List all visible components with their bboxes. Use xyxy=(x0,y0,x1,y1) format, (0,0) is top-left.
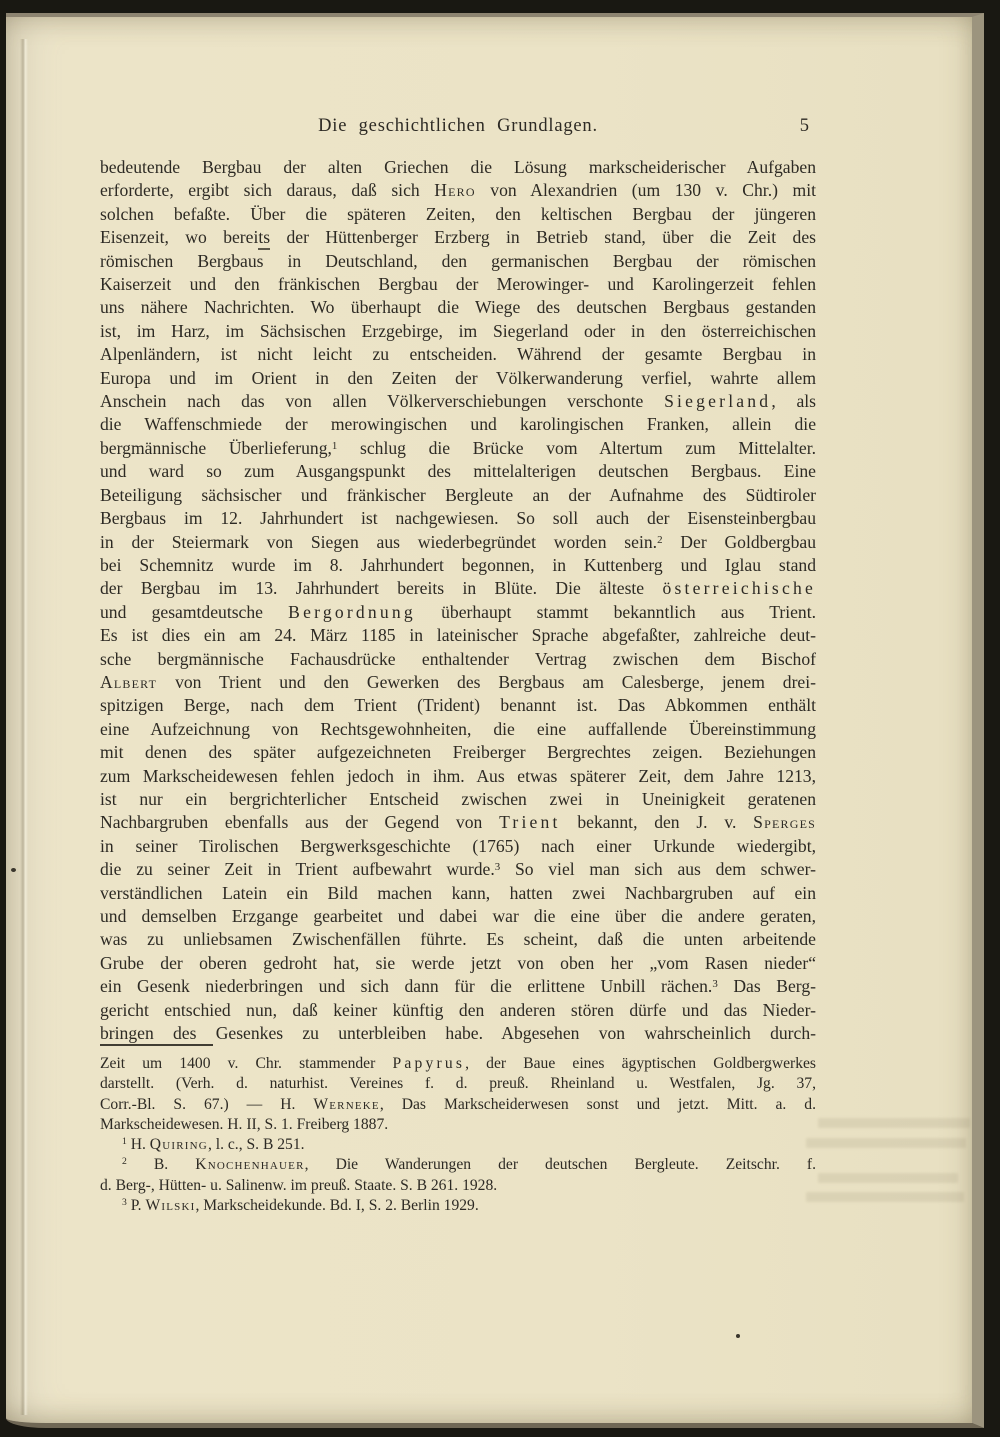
person-name-smallcaps: Sperges xyxy=(753,812,816,833)
text-line: in seiner Tirolischen Bergwerksgeschichte (1765) nach einer Urkunde wiedergibt, xyxy=(100,835,816,856)
person-name-smallcaps: Quiring xyxy=(149,1136,208,1154)
ink-bleedthrough xyxy=(818,1118,970,1128)
text-line: Alpenländern, ist nicht leicht zu entscheiden. Während der gesamte Bergbau in xyxy=(100,344,816,365)
person-name-smallcaps: Albert xyxy=(100,671,158,692)
text-line: bei Schemnitz wurde im 8. Jahrhundert begonnen, in Kuttenberg und Iglau stand xyxy=(100,554,816,575)
scan-speck xyxy=(11,868,16,872)
text-line: die Waffenschmiede der merowingischen und karolingischen Franken, allein die xyxy=(100,414,816,435)
footnote-marker: 3 xyxy=(122,1197,127,1209)
footnote-rule xyxy=(100,1044,213,1046)
text-line: solchen befaßte. Über die späteren Zeiten, den keltischen Bergbau der jüngeren xyxy=(100,203,816,224)
text-line: ein Gesenk niederbringen und sich dann für die erlittene Unbill rächen.$^3$ Das Berg- xyxy=(100,976,816,997)
text-line: ist nur ein bergrichterlicher Entscheid zwischen zwei in Uneinigkeit geratenen xyxy=(100,788,816,809)
text-line: Es ist dies ein am 24. März 1185 in lateinischer Sprache abgefaßter, zahlreiche deut- xyxy=(100,625,816,646)
ink-bleedthrough xyxy=(806,1138,966,1148)
footnote-marker: 3 xyxy=(712,978,718,991)
text-line: bringen des Gesenkes zu unterbleiben habe. Abgesehen von wahrscheinlich durch- xyxy=(100,1023,816,1044)
page-title: Die geschichtlichen Grundlagen. xyxy=(318,116,598,136)
footnote-line: d. Berg-, Hütten- u. Salinenw. im preuß. Staate. S. B 261. 1928. xyxy=(100,1176,498,1194)
footnote-line: Corr.-Bl. S. 67.) — H. Werneke, Das Markscheiderwesen sonst und jetzt. Mitt. a. d. xyxy=(100,1095,816,1113)
text-line: was zu unliebsamen Zwischenfällen führte. Es scheint, daß die unten arbeitende xyxy=(100,929,816,950)
text-line: Eisenzeit, wo bereits der Hüttenberger Erzberg in Betrieb stand, über die Zeit des xyxy=(100,227,816,248)
text-line: gericht entschied nun, daß keiner künftig den anderen stören dürfe und das Nieder- xyxy=(100,999,816,1020)
footnote-marker: 1 xyxy=(331,439,338,452)
text-line: uns nähere Nachrichten. Wo überhaupt die Wiege des deutschen Bergbaus gestanden xyxy=(100,297,816,318)
emphasized-spaced-word: österreichische xyxy=(662,578,816,599)
text-line: Europa und im Orient in den Zeiten der Völkerwanderung verfiel, wahrte allem xyxy=(100,367,816,388)
body-text xyxy=(100,156,816,1045)
footnote-marker: 1 xyxy=(122,1136,127,1148)
footnotes xyxy=(100,1054,816,1216)
text-line: und demselben Erzgange gearbeitet und dabei war die eine über die andere geraten, xyxy=(100,906,816,926)
scan-speck xyxy=(736,1334,740,1338)
page-number: 5 xyxy=(799,116,809,136)
scan-speck xyxy=(258,248,270,250)
footnote-marker: 3 xyxy=(494,861,501,874)
emphasized-spaced-word: Papyrus xyxy=(392,1055,466,1072)
footnote-line: darstellt. (Verh. d. naturhist. Vereines f. d. preuß. Rheinland u. Westfalen, Jg. 37, xyxy=(100,1075,816,1093)
footnote-line: Zeit um 1400 v. Chr. stammender Papyrus, der Baue eines ägyptischen Goldbergwerkes xyxy=(100,1055,816,1072)
text-line: die zu seiner Zeit in Trient aufbewahrt wurde.$^3$ So viel man sich aus dem schwer- xyxy=(100,859,816,880)
footnote-marker: 2 xyxy=(122,1156,127,1168)
emphasized-spaced-word: Siegerland xyxy=(664,391,772,412)
footnote-line: $^1$ H. Quiring, l. c., S. B 251. xyxy=(122,1136,305,1154)
text-line: Kaiserzeit und den fränkischen Bergbau der Merowinger- und Karolingerzeit fehlen xyxy=(100,274,816,295)
text-line: Nachbargruben ebenfalls aus der Gegend von Trient bekannt, den J. v. Sperges xyxy=(100,812,816,833)
person-name-smallcaps: Knochenhauer xyxy=(195,1156,305,1174)
text-line: mit denen des später aufgezeichneten Freiberger Bergrechtes zeigen. Beziehungen xyxy=(100,742,816,763)
text-line: erforderte, ergibt sich daraus, daß sich Hero von Alexandrien (um 130 v. Chr.) mit xyxy=(100,180,816,201)
text-line: Bergbaus im 12. Jahrhundert ist nachgewiesen. So soll auch der Eisensteinbergbau xyxy=(100,508,816,529)
text-line: in der Steiermark von Siegen aus wiederbegründet worden sein.$^2$ Der Goldbergbau xyxy=(100,531,816,552)
footnote-marker: 2 xyxy=(657,533,663,546)
text-line: Grube der oberen gedroht hat, sie werde jetzt von oben her „vom Rasen nieder“ xyxy=(100,952,816,973)
person-name-smallcaps: Werneke xyxy=(313,1095,380,1113)
person-name-smallcaps: Wilski xyxy=(145,1197,196,1215)
text-line: spitzigen Berge, nach dem Trient (Trident) benannt ist. Das Abkommen enthält xyxy=(100,695,816,716)
footnote-line: $^3$ P. Wilski, Markscheidekunde. Bd. I, S. 2. Berlin 1929. xyxy=(122,1197,479,1215)
text-line: bedeutende Bergbau der alten Griechen die Lösung markscheiderischer Aufgaben xyxy=(100,157,816,177)
text-line: römischen Bergbaus in Deutschland, den germanischen Bergbau der römischen xyxy=(100,250,816,271)
text-line: der Bergbau im 13. Jahrhundert bereits in Blüte. Die älteste österreichische xyxy=(100,578,816,599)
person-name-smallcaps: Hero xyxy=(434,180,476,201)
text-line: und gesamtdeutsche Bergordnung überhaupt stammt bekanntlich aus Trient. xyxy=(100,601,816,622)
footnote-line: Markscheidewesen. H. II, S. 1. Freiberg 1887. xyxy=(100,1115,389,1133)
text-line: eine Aufzeichnung von Rechtsgewohnheiten, die eine auffallende Übereinstimmung xyxy=(100,718,816,739)
emphasized-spaced-word: Bergordnung xyxy=(288,601,416,622)
book-page xyxy=(6,13,984,1428)
text-line: ist, im Harz, im Sächsischen Erzgebirge, im Siegerland oder in den österreichischen xyxy=(100,320,816,341)
footnote-line: $^2$ B. Knochenhauer, Die Wanderungen der deutschen Bergleute. Zeitschr. f. xyxy=(122,1156,816,1174)
text-line: verständlichen Latein ein Bild machen kann, hatten zwei Nachbargruben auf ein xyxy=(100,882,816,903)
ink-bleedthrough xyxy=(806,1192,964,1202)
running-head xyxy=(100,116,816,140)
text-line: sche bergmännische Fachausdrücke enthaltender Vertrag zwischen dem Bischof xyxy=(100,648,816,669)
text-line: bergmännische Überlieferung,$^1$ schlug die Brücke vom Altertum zum Mittelalter. xyxy=(100,437,816,458)
text-line: zum Markscheidewesen fehlen jedoch in ihm. Aus etwas späterer Zeit, dem Jahre 1213, xyxy=(100,765,816,786)
text-line: Beteiligung sächsischer und fränkischer Bergleute an der Aufnahme des Südtiroler xyxy=(100,484,816,505)
page-crease xyxy=(20,39,28,1415)
text-line: Anschein nach das von allen Völkerverschiebungen verschonte Siegerland, als xyxy=(100,391,816,412)
ink-bleedthrough xyxy=(818,1173,958,1183)
text-line: und ward so zum Ausgangspunkt des mittelalterigen deutschen Bergbaus. Eine xyxy=(100,461,816,482)
emphasized-spaced-word: Trient xyxy=(499,812,561,833)
text-line: Albert von Trient und den Gewerken des Bergbaus am Calesberge, jenem drei- xyxy=(100,671,816,692)
